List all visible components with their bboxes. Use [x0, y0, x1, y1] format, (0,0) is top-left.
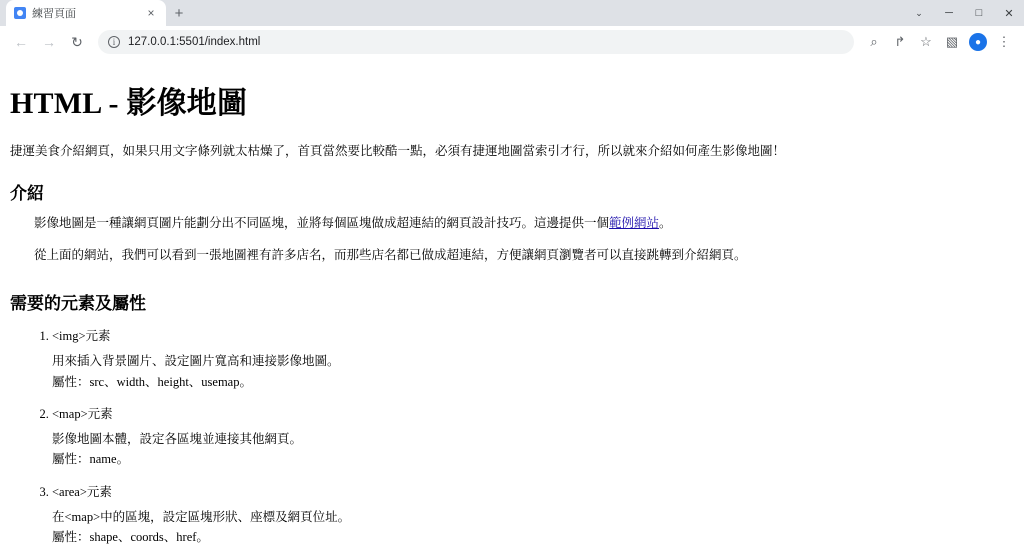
list-item-description [52, 352, 1014, 392]
tab-strip [0, 0, 1024, 26]
intro-paragraph: 捷運美食介紹網頁，如果只用文字條列就太枯燥了，首頁當然要比較酷一點，必須有捷運地圖當索引才行，所以就來介紹如何產生影像地圖！ [10, 143, 786, 158]
page-viewport [0, 59, 1024, 544]
share-icon[interactable]: ↱ [894, 34, 906, 50]
browser-menu-icon[interactable]: ⋮ [997, 34, 1011, 50]
list-item-desc-line-2: 屬性：src、width、height、usemap。 [52, 374, 252, 389]
list-item-desc-line-1: 影像地圖本體，設定各區塊並連接其他網頁。 [52, 431, 303, 446]
section-intro-paragraph-2: 從上面的網站，我們可以看到一張地圖裡有許多店名，而那些店名都已做成超連結，方便讓網頁瀏覽者可以直接跳轉到介紹網頁。 [34, 248, 747, 263]
elements-list [10, 326, 1014, 544]
close-tab-icon[interactable]: × [147, 6, 155, 20]
list-item-desc-line-1: 在<map>中的區塊，設定區塊形狀、座標及網頁位址。 [52, 509, 351, 524]
tab-title: 練習頁面 [32, 8, 76, 20]
intro-text-before-link: 影像地圖是一種讓網頁圖片能劃分出不同區塊，並將每個區塊做成超連結的網頁設計技巧。這邊提供一個 [34, 215, 610, 230]
page-title: HTML - 影像地圖 [10, 86, 248, 120]
page-content [8, 78, 1016, 544]
minimize-button[interactable]: ─ [945, 7, 953, 19]
list-item-desc-line-2: 屬性：shape、coords、href。 [52, 530, 209, 544]
forward-icon[interactable]: → [42, 34, 56, 51]
close-window-button[interactable]: ✕ [1004, 7, 1014, 20]
reload-icon[interactable]: ↻ [71, 33, 83, 50]
example-site-link[interactable]: 範例網站 [609, 215, 660, 230]
address-bar[interactable] [98, 30, 854, 54]
section-intro-paragraph-1 [10, 214, 1014, 233]
list-item-title: <img>元素 [52, 329, 111, 344]
maximize-button[interactable]: □ [975, 7, 983, 19]
page-favicon [14, 7, 26, 19]
list-item-title: <map>元素 [52, 406, 113, 421]
tab-search-icon[interactable]: ⌄ [915, 7, 923, 18]
list-item [52, 482, 1014, 544]
list-item-description [52, 508, 1014, 544]
bookmark-star-icon[interactable]: ☆ [920, 34, 932, 50]
list-item-title: <area>元素 [52, 484, 112, 499]
site-info-icon[interactable]: i [108, 36, 120, 48]
list-item [52, 326, 1014, 392]
intro-text-after-link: 。 [659, 215, 672, 230]
window-controls [904, 0, 1024, 26]
address-bar-url: 127.0.0.1:5501/index.html [128, 36, 261, 49]
section-heading-intro: 介紹 [10, 183, 44, 203]
list-item-description [52, 430, 1014, 470]
side-panel-icon[interactable]: ▧ [945, 34, 959, 50]
browser-toolbar [0, 26, 1024, 59]
new-tab-button[interactable]: + [174, 4, 184, 22]
list-item-desc-line-2: 屬性：name。 [52, 452, 130, 467]
section-heading-elements: 需要的元素及屬性 [10, 294, 146, 314]
browser-tab[interactable] [6, 0, 166, 26]
list-item-desc-line-1: 用來插入背景圖片、設定圖片寬高和連接影像地圖。 [52, 354, 340, 369]
profile-avatar[interactable]: ● [969, 33, 987, 51]
list-item [52, 404, 1014, 470]
back-icon[interactable]: ← [14, 34, 28, 51]
zoom-icon[interactable]: ⌕ [870, 34, 878, 50]
